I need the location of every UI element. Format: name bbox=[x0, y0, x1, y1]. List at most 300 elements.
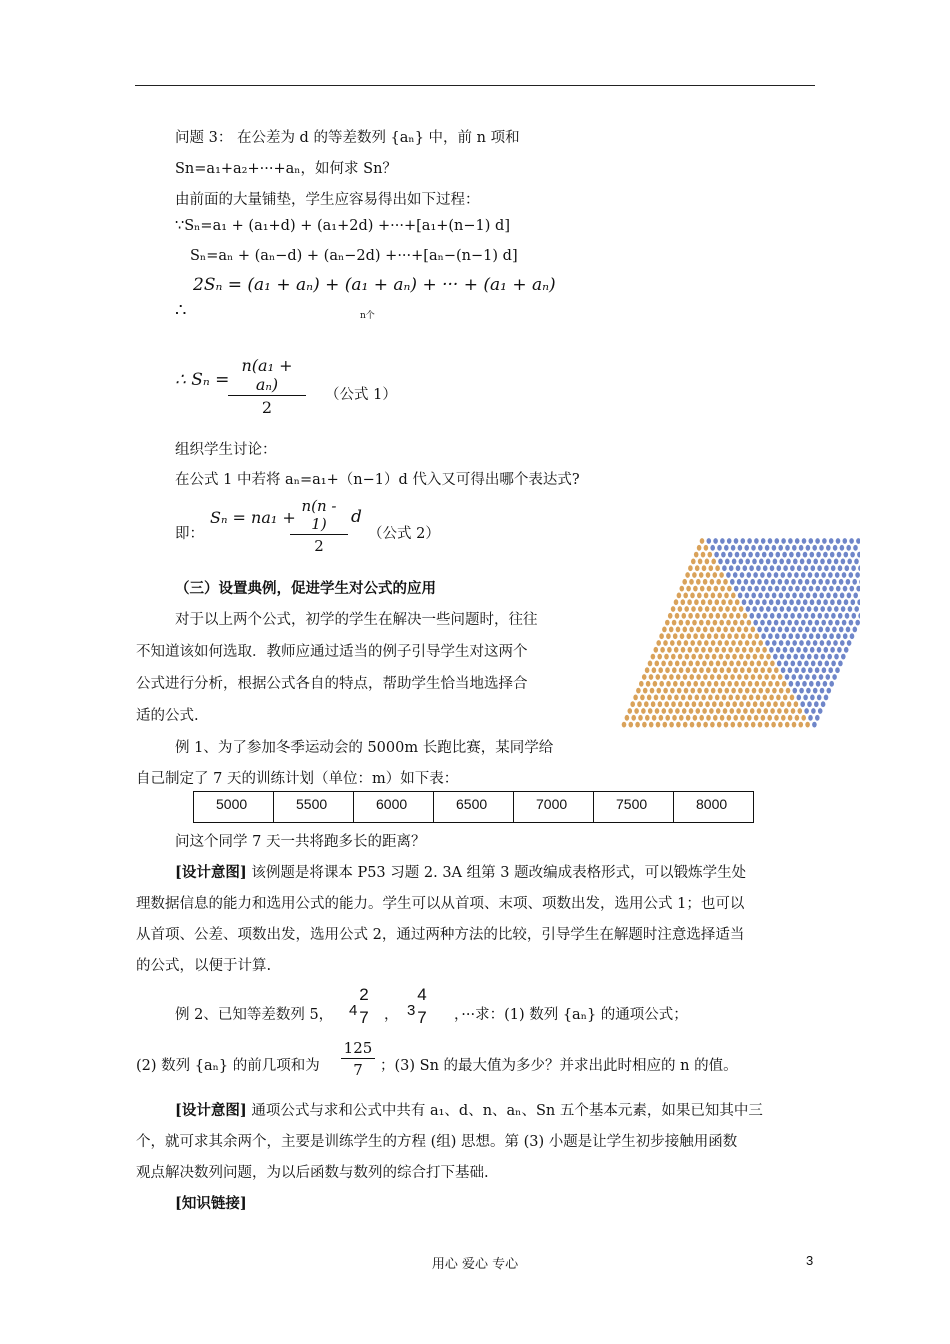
problem3-sum-equation: 2Sₙ = (a₁ + aₙ) + (a₁ + aₙ) + ··· + (a₁ + aₙ) bbox=[193, 275, 556, 295]
table-row bbox=[194, 792, 754, 823]
blue-dot bbox=[803, 599, 808, 605]
orange-dot bbox=[679, 667, 684, 673]
blue-dot bbox=[751, 545, 756, 551]
orange-dot bbox=[739, 701, 744, 707]
blue-dot bbox=[796, 647, 801, 653]
blue-dot bbox=[745, 593, 750, 599]
blue-dot bbox=[858, 613, 860, 619]
design1-line3: 从首项、公差、项数出发，选用公式 2，通过两种方法的比较，引导学生在解题时注意选择适当 bbox=[136, 927, 745, 943]
blue-dot bbox=[841, 654, 846, 660]
blue-dot bbox=[793, 654, 798, 660]
orange-dot bbox=[749, 695, 754, 701]
orange-dot bbox=[763, 695, 768, 701]
blue-dot bbox=[850, 552, 855, 558]
blue-dot bbox=[793, 688, 798, 694]
orange-dot bbox=[778, 722, 783, 728]
orange-dot bbox=[782, 681, 787, 687]
orange-dot bbox=[690, 640, 695, 646]
orange-dot bbox=[722, 613, 727, 619]
orange-dot bbox=[730, 674, 735, 680]
orange-dot bbox=[688, 695, 693, 701]
orange-dot bbox=[669, 674, 674, 680]
blue-dot bbox=[786, 559, 791, 565]
blue-dot bbox=[744, 579, 749, 585]
orange-dot bbox=[703, 627, 708, 633]
orange-dot bbox=[687, 681, 692, 687]
orange-dot bbox=[709, 613, 714, 619]
blue-dot bbox=[836, 633, 841, 639]
orange-dot bbox=[691, 606, 696, 612]
orange-dot bbox=[693, 633, 698, 639]
orange-dot bbox=[705, 701, 710, 707]
blue-dot bbox=[838, 661, 843, 667]
training-plan-table bbox=[193, 791, 754, 823]
blue-dot bbox=[849, 572, 854, 578]
blue-dot bbox=[776, 599, 781, 605]
blue-dot bbox=[788, 586, 793, 592]
blue-dot bbox=[835, 667, 840, 673]
orange-dot bbox=[698, 654, 703, 660]
orange-dot bbox=[756, 695, 761, 701]
table-cell: 6000 bbox=[354, 792, 434, 823]
blue-dot bbox=[818, 613, 823, 619]
orange-dot bbox=[731, 593, 736, 599]
blue-dot bbox=[800, 559, 805, 565]
orange-dot bbox=[730, 708, 735, 714]
orange-dot bbox=[765, 688, 770, 694]
blue-dot bbox=[779, 640, 784, 646]
blue-dot bbox=[816, 633, 821, 639]
orange-dot bbox=[640, 695, 645, 701]
orange-dot bbox=[717, 674, 722, 680]
blue-dot bbox=[832, 674, 837, 680]
orange-dot bbox=[681, 695, 686, 701]
blue-dot bbox=[802, 586, 807, 592]
orange-dot bbox=[641, 708, 646, 714]
orange-dot bbox=[695, 613, 700, 619]
orange-dot bbox=[637, 701, 642, 707]
orange-dot bbox=[764, 708, 769, 714]
orange-dot bbox=[677, 593, 682, 599]
blue-dot bbox=[734, 538, 739, 544]
blue-dot bbox=[840, 640, 845, 646]
blue-dot bbox=[773, 654, 778, 660]
blue-dot bbox=[803, 647, 808, 653]
blue-dot bbox=[743, 565, 748, 571]
orange-dot bbox=[747, 667, 752, 673]
blue-dot bbox=[844, 552, 849, 558]
blue-dot bbox=[853, 627, 858, 633]
orange-dot bbox=[699, 715, 704, 721]
blue-dot bbox=[756, 565, 761, 571]
blue-dot bbox=[813, 559, 818, 565]
orange-dot bbox=[648, 708, 653, 714]
blue-dot bbox=[754, 586, 759, 592]
blue-dot bbox=[777, 565, 782, 571]
orange-dot bbox=[680, 681, 685, 687]
orange-dot bbox=[654, 647, 659, 653]
orange-dot bbox=[709, 661, 714, 667]
blue-dot bbox=[855, 620, 860, 626]
blue-dot bbox=[781, 538, 786, 544]
orange-dot bbox=[685, 654, 690, 660]
orange-dot bbox=[778, 674, 783, 680]
orange-dot bbox=[791, 708, 796, 714]
orange-dot bbox=[783, 695, 788, 701]
mixed1-fraction bbox=[357, 985, 371, 1028]
blue-dot bbox=[856, 586, 860, 592]
blue-dot bbox=[822, 667, 827, 673]
orange-dot bbox=[677, 640, 682, 646]
orange-dot bbox=[768, 681, 773, 687]
blue-dot bbox=[854, 559, 859, 565]
blue-dot bbox=[789, 552, 794, 558]
orange-dot bbox=[752, 688, 757, 694]
example1-line1: 例 1、为了参加冬季运动会的 5000m 长跑比赛，某同学给 bbox=[175, 740, 554, 756]
orange-dot bbox=[639, 681, 644, 687]
blue-dot bbox=[796, 552, 801, 558]
orange-dot bbox=[690, 674, 695, 680]
orange-dot bbox=[725, 654, 730, 660]
blue-dot bbox=[722, 565, 727, 571]
orange-dot bbox=[723, 579, 728, 585]
orange-dot bbox=[699, 667, 704, 673]
blue-dot bbox=[817, 599, 822, 605]
blue-dot bbox=[791, 661, 796, 667]
orange-dot bbox=[675, 661, 680, 667]
orange-dot bbox=[678, 654, 683, 660]
blue-dot bbox=[718, 559, 723, 565]
orange-dot bbox=[719, 701, 724, 707]
orange-dot bbox=[726, 701, 731, 707]
blue-dot bbox=[771, 579, 776, 585]
orange-dot bbox=[681, 647, 686, 653]
blue-dot bbox=[795, 681, 800, 687]
orange-dot bbox=[719, 620, 724, 626]
blue-dot bbox=[732, 559, 737, 565]
blue-dot bbox=[725, 559, 730, 565]
orange-dot bbox=[731, 640, 736, 646]
orange-dot bbox=[787, 701, 792, 707]
blue-dot bbox=[800, 654, 805, 660]
blue-dot bbox=[786, 606, 791, 612]
blue-dot bbox=[778, 579, 783, 585]
table-cell: 7000 bbox=[514, 792, 594, 823]
formula1-denominator: 2 bbox=[261, 398, 273, 417]
blue-dot bbox=[794, 620, 799, 626]
orange-dot bbox=[739, 654, 744, 660]
orange-dot bbox=[668, 613, 673, 619]
orange-dot bbox=[683, 627, 688, 633]
orange-dot bbox=[667, 647, 672, 653]
orange-dot bbox=[658, 667, 663, 673]
blue-dot bbox=[787, 620, 792, 626]
orange-dot bbox=[716, 661, 721, 667]
orange-dot bbox=[700, 538, 705, 544]
blue-dot bbox=[823, 681, 828, 687]
orange-dot bbox=[710, 627, 715, 633]
orange-dot bbox=[683, 593, 688, 599]
orange-dot bbox=[706, 667, 711, 673]
orange-dot bbox=[678, 606, 683, 612]
blue-dot bbox=[824, 565, 829, 571]
blue-dot bbox=[817, 647, 822, 653]
blue-dot bbox=[819, 674, 824, 680]
orange-dot bbox=[718, 640, 723, 646]
blue-dot bbox=[742, 599, 747, 605]
blue-dot bbox=[764, 627, 769, 633]
orange-dot bbox=[698, 606, 703, 612]
orange-dot bbox=[689, 661, 694, 667]
blue-dot bbox=[843, 586, 848, 592]
blue-dot bbox=[784, 613, 789, 619]
blue-dot bbox=[836, 538, 841, 544]
orange-dot bbox=[715, 599, 720, 605]
blue-dot bbox=[728, 552, 733, 558]
orange-dot bbox=[702, 613, 707, 619]
blue-dot bbox=[740, 572, 745, 578]
blue-dot bbox=[824, 695, 829, 701]
orange-dot bbox=[740, 715, 745, 721]
table-cell: 5500 bbox=[274, 792, 354, 823]
blue-dot bbox=[824, 613, 829, 619]
orange-dot bbox=[638, 715, 643, 721]
blue-dot bbox=[859, 579, 860, 585]
example1-line2: 自己制定了 7 天的训练计划（单位：m）如下表： bbox=[136, 771, 459, 787]
orange-dot bbox=[672, 667, 677, 673]
orange-dot bbox=[763, 661, 768, 667]
orange-dot bbox=[682, 661, 687, 667]
blue-dot bbox=[805, 674, 810, 680]
design2-label: [设计意图] bbox=[175, 1102, 247, 1119]
blue-dot bbox=[825, 627, 830, 633]
blue-dot bbox=[772, 640, 777, 646]
orange-dot bbox=[773, 701, 778, 707]
orange-dot bbox=[647, 695, 652, 701]
discussion-line2: 在公式 1 中若将 aₙ=a₁+（n−1）d 代入又可得出哪个表达式? bbox=[175, 472, 580, 488]
blue-dot bbox=[744, 545, 749, 551]
orange-dot bbox=[662, 627, 667, 633]
orange-dot bbox=[794, 701, 799, 707]
orange-dot bbox=[784, 708, 789, 714]
blue-dot bbox=[799, 545, 804, 551]
orange-dot bbox=[729, 661, 734, 667]
blue-dot bbox=[752, 559, 757, 565]
orange-dot bbox=[760, 667, 765, 673]
blue-dot bbox=[854, 606, 859, 612]
orange-dot bbox=[686, 586, 691, 592]
orange-dot bbox=[741, 681, 746, 687]
blue-dot bbox=[812, 722, 817, 728]
orange-dot bbox=[696, 627, 701, 633]
page-number: 3 bbox=[806, 1253, 814, 1268]
orange-dot bbox=[688, 565, 693, 571]
orange-dot bbox=[706, 572, 711, 578]
orange-dot bbox=[710, 579, 715, 585]
blue-dot bbox=[805, 579, 810, 585]
design1-line1 bbox=[175, 861, 746, 882]
orange-dot bbox=[700, 633, 705, 639]
section3-para1-line3: 公式进行分析，根据公式各自的特点，帮助学生恰当地选择合 bbox=[136, 676, 528, 692]
blue-dot bbox=[817, 695, 822, 701]
orange-dot bbox=[703, 722, 708, 728]
orange-dot bbox=[635, 722, 640, 728]
orange-dot bbox=[770, 708, 775, 714]
orange-dot bbox=[665, 620, 670, 626]
design1-text: 该例题是将课本 P53 习题 2. 3A 组第 3 题改编成表格形式，可以锻炼学生处 bbox=[246, 865, 747, 881]
blue-dot bbox=[727, 538, 732, 544]
orange-dot bbox=[780, 701, 785, 707]
blue-dot bbox=[763, 613, 768, 619]
orange-dot bbox=[745, 640, 750, 646]
header-rule bbox=[135, 85, 815, 86]
blue-dot bbox=[789, 681, 794, 687]
orange-dot bbox=[706, 715, 711, 721]
blue-dot bbox=[840, 593, 845, 599]
orange-dot bbox=[644, 701, 649, 707]
blue-dot bbox=[833, 640, 838, 646]
blue-dot bbox=[819, 593, 824, 599]
blue-dot bbox=[841, 559, 846, 565]
blue-dot bbox=[802, 633, 807, 639]
orange-dot bbox=[735, 695, 740, 701]
orange-dot bbox=[743, 613, 748, 619]
orange-dot bbox=[741, 633, 746, 639]
section3-heading: （三）设置典例，促进学生对公式的应用 bbox=[175, 580, 436, 597]
orange-dot bbox=[629, 722, 634, 728]
blue-dot bbox=[768, 586, 773, 592]
orange-dot bbox=[730, 627, 735, 633]
orange-dot bbox=[720, 667, 725, 673]
mixed2-numerator: 4 bbox=[417, 985, 427, 1004]
orange-dot bbox=[663, 640, 668, 646]
orange-dot bbox=[688, 647, 693, 653]
blue-dot bbox=[757, 627, 762, 633]
blue-dot bbox=[757, 579, 762, 585]
orange-dot bbox=[691, 688, 696, 694]
orange-dot bbox=[767, 715, 772, 721]
orange-dot bbox=[643, 688, 648, 694]
orange-dot bbox=[727, 586, 732, 592]
blue-dot bbox=[760, 572, 765, 578]
blue-dot bbox=[805, 627, 810, 633]
blue-dot bbox=[798, 579, 803, 585]
blue-dot bbox=[766, 606, 771, 612]
blue-dot bbox=[806, 593, 811, 599]
blue-dot bbox=[847, 640, 852, 646]
orange-dot bbox=[697, 545, 702, 551]
orange-dot bbox=[790, 695, 795, 701]
orange-dot bbox=[689, 579, 694, 585]
orange-dot bbox=[731, 688, 736, 694]
orange-dot bbox=[700, 586, 705, 592]
blue-dot bbox=[759, 606, 764, 612]
blue-dot bbox=[762, 552, 767, 558]
table-cell: 8000 bbox=[674, 792, 754, 823]
blue-dot bbox=[829, 586, 834, 592]
orange-dot bbox=[684, 640, 689, 646]
blue-dot bbox=[748, 586, 753, 592]
blue-dot bbox=[755, 552, 760, 558]
orange-dot bbox=[652, 715, 657, 721]
orange-dot bbox=[719, 654, 724, 660]
orange-dot bbox=[653, 681, 658, 687]
blue-dot bbox=[808, 667, 813, 673]
blue-dot bbox=[724, 545, 729, 551]
orange-dot bbox=[733, 667, 738, 673]
blue-dot bbox=[811, 613, 816, 619]
orange-dot bbox=[702, 661, 707, 667]
orange-dot bbox=[688, 613, 693, 619]
blue-dot bbox=[785, 545, 790, 551]
orange-dot bbox=[759, 688, 764, 694]
orange-dot bbox=[771, 722, 776, 728]
blue-dot bbox=[814, 701, 819, 707]
blue-dot bbox=[828, 620, 833, 626]
blue-dot bbox=[792, 593, 797, 599]
orange-dot bbox=[650, 688, 655, 694]
blue-dot bbox=[825, 661, 830, 667]
orange-dot bbox=[684, 688, 689, 694]
orange-dot bbox=[712, 701, 717, 707]
orange-dot bbox=[695, 565, 700, 571]
blue-dot bbox=[786, 640, 791, 646]
orange-dot bbox=[757, 708, 762, 714]
blue-dot bbox=[753, 620, 758, 626]
orange-dot bbox=[676, 674, 681, 680]
blue-dot bbox=[777, 613, 782, 619]
blue-dot bbox=[797, 613, 802, 619]
blue-dot bbox=[783, 599, 788, 605]
blue-dot bbox=[826, 640, 831, 646]
orange-dot bbox=[701, 695, 706, 701]
blue-dot bbox=[833, 545, 838, 551]
orange-dot bbox=[718, 688, 723, 694]
orange-dot bbox=[704, 593, 709, 599]
orange-dot bbox=[743, 708, 748, 714]
blue-dot bbox=[779, 593, 784, 599]
blue-dot bbox=[810, 599, 815, 605]
orange-dot bbox=[696, 579, 701, 585]
formula2-lhs: Sₙ = na₁ + bbox=[210, 508, 296, 527]
blue-dot bbox=[828, 572, 833, 578]
orange-dot bbox=[719, 572, 724, 578]
orange-dot bbox=[779, 688, 784, 694]
blue-dot bbox=[789, 599, 794, 605]
orange-dot bbox=[708, 599, 713, 605]
orange-dot bbox=[668, 708, 673, 714]
blue-dot bbox=[847, 593, 852, 599]
orange-dot bbox=[736, 708, 741, 714]
blue-dot bbox=[806, 640, 811, 646]
orange-dot bbox=[711, 559, 716, 565]
orange-dot bbox=[712, 654, 717, 660]
orange-dot bbox=[723, 661, 728, 667]
blue-dot bbox=[832, 579, 837, 585]
blue-dot bbox=[847, 559, 852, 565]
orange-dot bbox=[724, 674, 729, 680]
orange-dot bbox=[744, 674, 749, 680]
blue-dot bbox=[811, 661, 816, 667]
blue-dot bbox=[851, 599, 856, 605]
orange-dot bbox=[702, 708, 707, 714]
blue-dot bbox=[707, 538, 712, 544]
blue-dot bbox=[837, 647, 842, 653]
orange-dot bbox=[737, 674, 742, 680]
orange-dot bbox=[652, 667, 657, 673]
blue-dot bbox=[780, 654, 785, 660]
orange-dot bbox=[734, 633, 739, 639]
